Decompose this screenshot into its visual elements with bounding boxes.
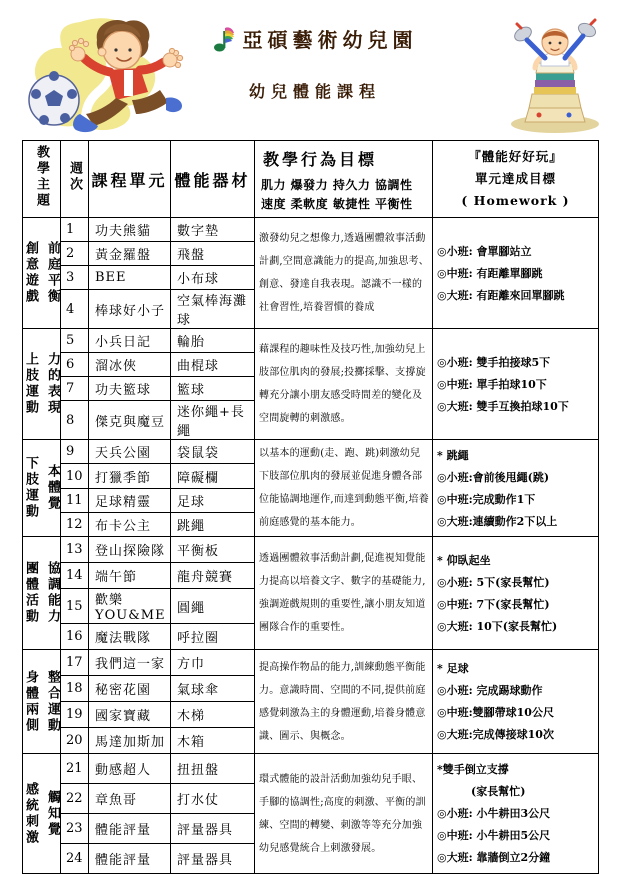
goal-text: 提高操作物品的能力,訓練動態平衡能力。意識時間、空間的不同,提供前庭感覺刺激為主的身體運動,培養身體意識、圖示、與概念。 (255, 650, 433, 754)
goal-text: 透過團體敘事活動計劃,促進視知覺能力提高以培養文字、數字的基礎能力,強調遊戲規則的重要性,讓小朋友知道團隊合作的重要性。 (255, 537, 433, 650)
header-week: 週次 (61, 141, 89, 218)
equipment-name: 籃球 (171, 377, 255, 401)
equipment-name: 打水仗 (171, 784, 255, 814)
equipment-name: 木梯 (171, 702, 255, 728)
unit-name: BEE (89, 266, 171, 290)
equipment-name: 飛盤 (171, 242, 255, 266)
equipment-name: 氣球傘 (171, 676, 255, 702)
equipment-name: 空氣棒海灘球 (171, 290, 255, 329)
equipment-name: 扭扭盤 (171, 754, 255, 784)
table-row (23, 537, 599, 563)
page-header (0, 0, 619, 140)
equipment-name: 平衡板 (171, 537, 255, 563)
table-row (23, 440, 599, 464)
unit-name: 馬達加斯加 (89, 728, 171, 754)
week-number: 10 (61, 464, 89, 488)
week-number: 1 (61, 218, 89, 242)
boy-soccer-illustration (20, 8, 202, 136)
unit-name: 小兵日記 (89, 329, 171, 353)
theme-cell (23, 754, 61, 874)
week-number: 12 (61, 512, 89, 536)
theme-cell (23, 218, 61, 329)
week-number: 20 (61, 728, 89, 754)
week-number: 16 (61, 624, 89, 650)
week-number: 2 (61, 242, 89, 266)
equipment-name: 足球 (171, 488, 255, 512)
theme-sub: 觸知覺 (45, 789, 60, 838)
theme-main: 團體活動 (23, 561, 38, 626)
theme-main: 感統刺激 (23, 781, 38, 846)
theme-sub: 整合運動 (45, 669, 60, 734)
header-theme: 教學主題 (23, 141, 61, 218)
unit-name: 動感超人 (89, 754, 171, 784)
equipment-name: 方巾 (171, 650, 255, 676)
unit-name: 溜冰俠 (89, 353, 171, 377)
unit-name: 功夫熊貓 (89, 218, 171, 242)
unit-name: 我們這一家 (89, 650, 171, 676)
equipment-name: 評量器具 (171, 814, 255, 844)
homework-cell: ◎小班: 會單腳站立 ◎中班: 有距離單腳跳 ◎大班: 有距離來回單腳跳 (433, 218, 599, 329)
page-title: 亞碩藝術幼兒園 (242, 28, 418, 52)
goal-text: 藉課程的趣味性及技巧性,加強幼兒上肢部位肌肉的發展;投擲採擊、支撐旋轉充分讓小朋友感受時間差的變化及空間旋轉的刺激感。 (255, 329, 433, 440)
equipment-name: 障礙欄 (171, 464, 255, 488)
unit-name: 黃金羅盤 (89, 242, 171, 266)
week-number: 9 (61, 440, 89, 464)
theme-sub: 力的表現 (45, 352, 60, 417)
week-number: 17 (61, 650, 89, 676)
theme-sub: 協調能力 (45, 561, 60, 626)
week-number: 5 (61, 329, 89, 353)
equipment-name: 評量器具 (171, 844, 255, 874)
week-number: 23 (61, 814, 89, 844)
week-number: 8 (61, 401, 89, 440)
theme-cell (23, 650, 61, 754)
table-row (23, 329, 599, 353)
unit-name: 打獵季節 (89, 464, 171, 488)
week-number: 19 (61, 702, 89, 728)
equipment-name: 呼拉圈 (171, 624, 255, 650)
goals-sub-line1: 肌力 爆發力 持久力 協調性 (261, 178, 413, 192)
unit-name: 章魚哥 (89, 784, 171, 814)
unit-name: 布卡公主 (89, 512, 171, 536)
theme-cell (23, 440, 61, 537)
unit-name: 足球精靈 (89, 488, 171, 512)
header-equipment: 體能器材 (171, 141, 255, 218)
goals-sub-line2: 速度 柔軟度 敏捷性 平衡性 (261, 196, 413, 211)
week-number: 11 (61, 488, 89, 512)
week-number: 6 (61, 353, 89, 377)
equipment-name: 曲棍球 (171, 353, 255, 377)
week-number: 15 (61, 589, 89, 624)
header-goals (255, 141, 433, 218)
week-number: 13 (61, 537, 89, 563)
unit-name: 天兵公園 (89, 440, 171, 464)
unit-name: 國家寶藏 (89, 702, 171, 728)
unit-name: 秘密花園 (89, 676, 171, 702)
unit-name: 傑克與魔豆 (89, 401, 171, 440)
curriculum-table (22, 140, 599, 874)
week-number: 24 (61, 844, 89, 874)
equipment-name: 輪胎 (171, 329, 255, 353)
child-vaulting-illustration (505, 16, 605, 134)
goal-text: 激發幼兒之想像力,透過團體敘事活動計劃,空間意識能力的提高,加強思考、創意、發達自我表現。認識不一樣的社會習性,培養習慣的養成 (255, 218, 433, 329)
theme-cell (23, 329, 61, 440)
week-number: 3 (61, 266, 89, 290)
equipment-name: 跳繩 (171, 512, 255, 536)
equipment-name: 圓繩 (171, 589, 255, 624)
week-number: 22 (61, 784, 89, 814)
unit-name: 功夫籃球 (89, 377, 171, 401)
theme-main: 創意遊戲 (23, 241, 38, 306)
music-note-icon (213, 26, 235, 52)
header-unit: 課程單元 (89, 141, 171, 218)
goals-title: 教學行為目標 (263, 150, 378, 169)
unit-name: 體能評量 (89, 814, 171, 844)
equipment-name: 數字墊 (171, 218, 255, 242)
week-number: 4 (61, 290, 89, 329)
equipment-name: 龍舟競賽 (171, 563, 255, 589)
homework-cell: * 仰臥起坐 ◎小班: 5下(家長幫忙) ◎中班: 7下(家長幫忙) ◎大班: 10下(家長幫忙) (433, 537, 599, 650)
equipment-name: 木箱 (171, 728, 255, 754)
equipment-name: 小布球 (171, 266, 255, 290)
homework-cell: *雙手倒立支撐 (家長幫忙) ◎小班: 小牛耕田3公尺 ◎中班: 小牛耕田5公尺 ◎大班: 靠牆倒立2分鐘 (433, 754, 599, 874)
unit-name: 棒球好小子 (89, 290, 171, 329)
homework-cell: * 足球 ◎小班: 完成踢球動作 ◎中班:雙腳帶球10公尺 ◎大班:完成傳接球10次 (433, 650, 599, 754)
header-homework: 『體能好好玩』 單元達成目標 ( Homework ) (433, 141, 599, 218)
theme-sub: 前庭平衡 (45, 241, 60, 306)
page-subtitle: 幼兒體能課程 (248, 82, 381, 101)
table-row (23, 650, 599, 676)
title-block (190, 24, 440, 102)
homework-cell: ◎小班: 雙手拍接球5下 ◎中班: 單手拍球10下 ◎大班: 雙手互換拍球10下 (433, 329, 599, 440)
unit-name: 體能評量 (89, 844, 171, 874)
week-number: 21 (61, 754, 89, 784)
homework-cell: * 跳繩 ◎小班:會前後甩繩(跳) ◎中班:完成動作1下 ◎大班:連續動作2下以上 (433, 440, 599, 537)
goal-text: 以基本的運動(走、跑、跳)刺激幼兒下肢部位肌肉的發展並促進身體各部位能協調地運作,而達到動態平衡,培養前庭感覺的基本能力。 (255, 440, 433, 537)
table-row (23, 218, 599, 242)
theme-main: 下肢運動 (23, 456, 38, 521)
theme-main: 身體兩側 (23, 669, 38, 734)
table-header-row (23, 141, 599, 218)
goal-text: 環式體能的設計活動加強幼兒手眼、手腳的協調性;高度的刺激、平衡的訓練、空間的轉變、刺激等等充分加強幼兒感覺統合上刺激發展。 (255, 754, 433, 874)
unit-name: 端午節 (89, 563, 171, 589)
table-row (23, 754, 599, 784)
unit-name: 登山探險隊 (89, 537, 171, 563)
theme-cell (23, 537, 61, 650)
unit-name: 魔法戰隊 (89, 624, 171, 650)
equipment-name: 迷你繩+長繩 (171, 401, 255, 440)
equipment-name: 袋鼠袋 (171, 440, 255, 464)
week-number: 18 (61, 676, 89, 702)
week-number: 7 (61, 377, 89, 401)
unit-name: 歡樂 YOU&ME (89, 589, 171, 624)
week-number: 14 (61, 563, 89, 589)
theme-sub: 本體覺 (45, 464, 60, 513)
theme-main: 上肢運動 (23, 352, 38, 417)
